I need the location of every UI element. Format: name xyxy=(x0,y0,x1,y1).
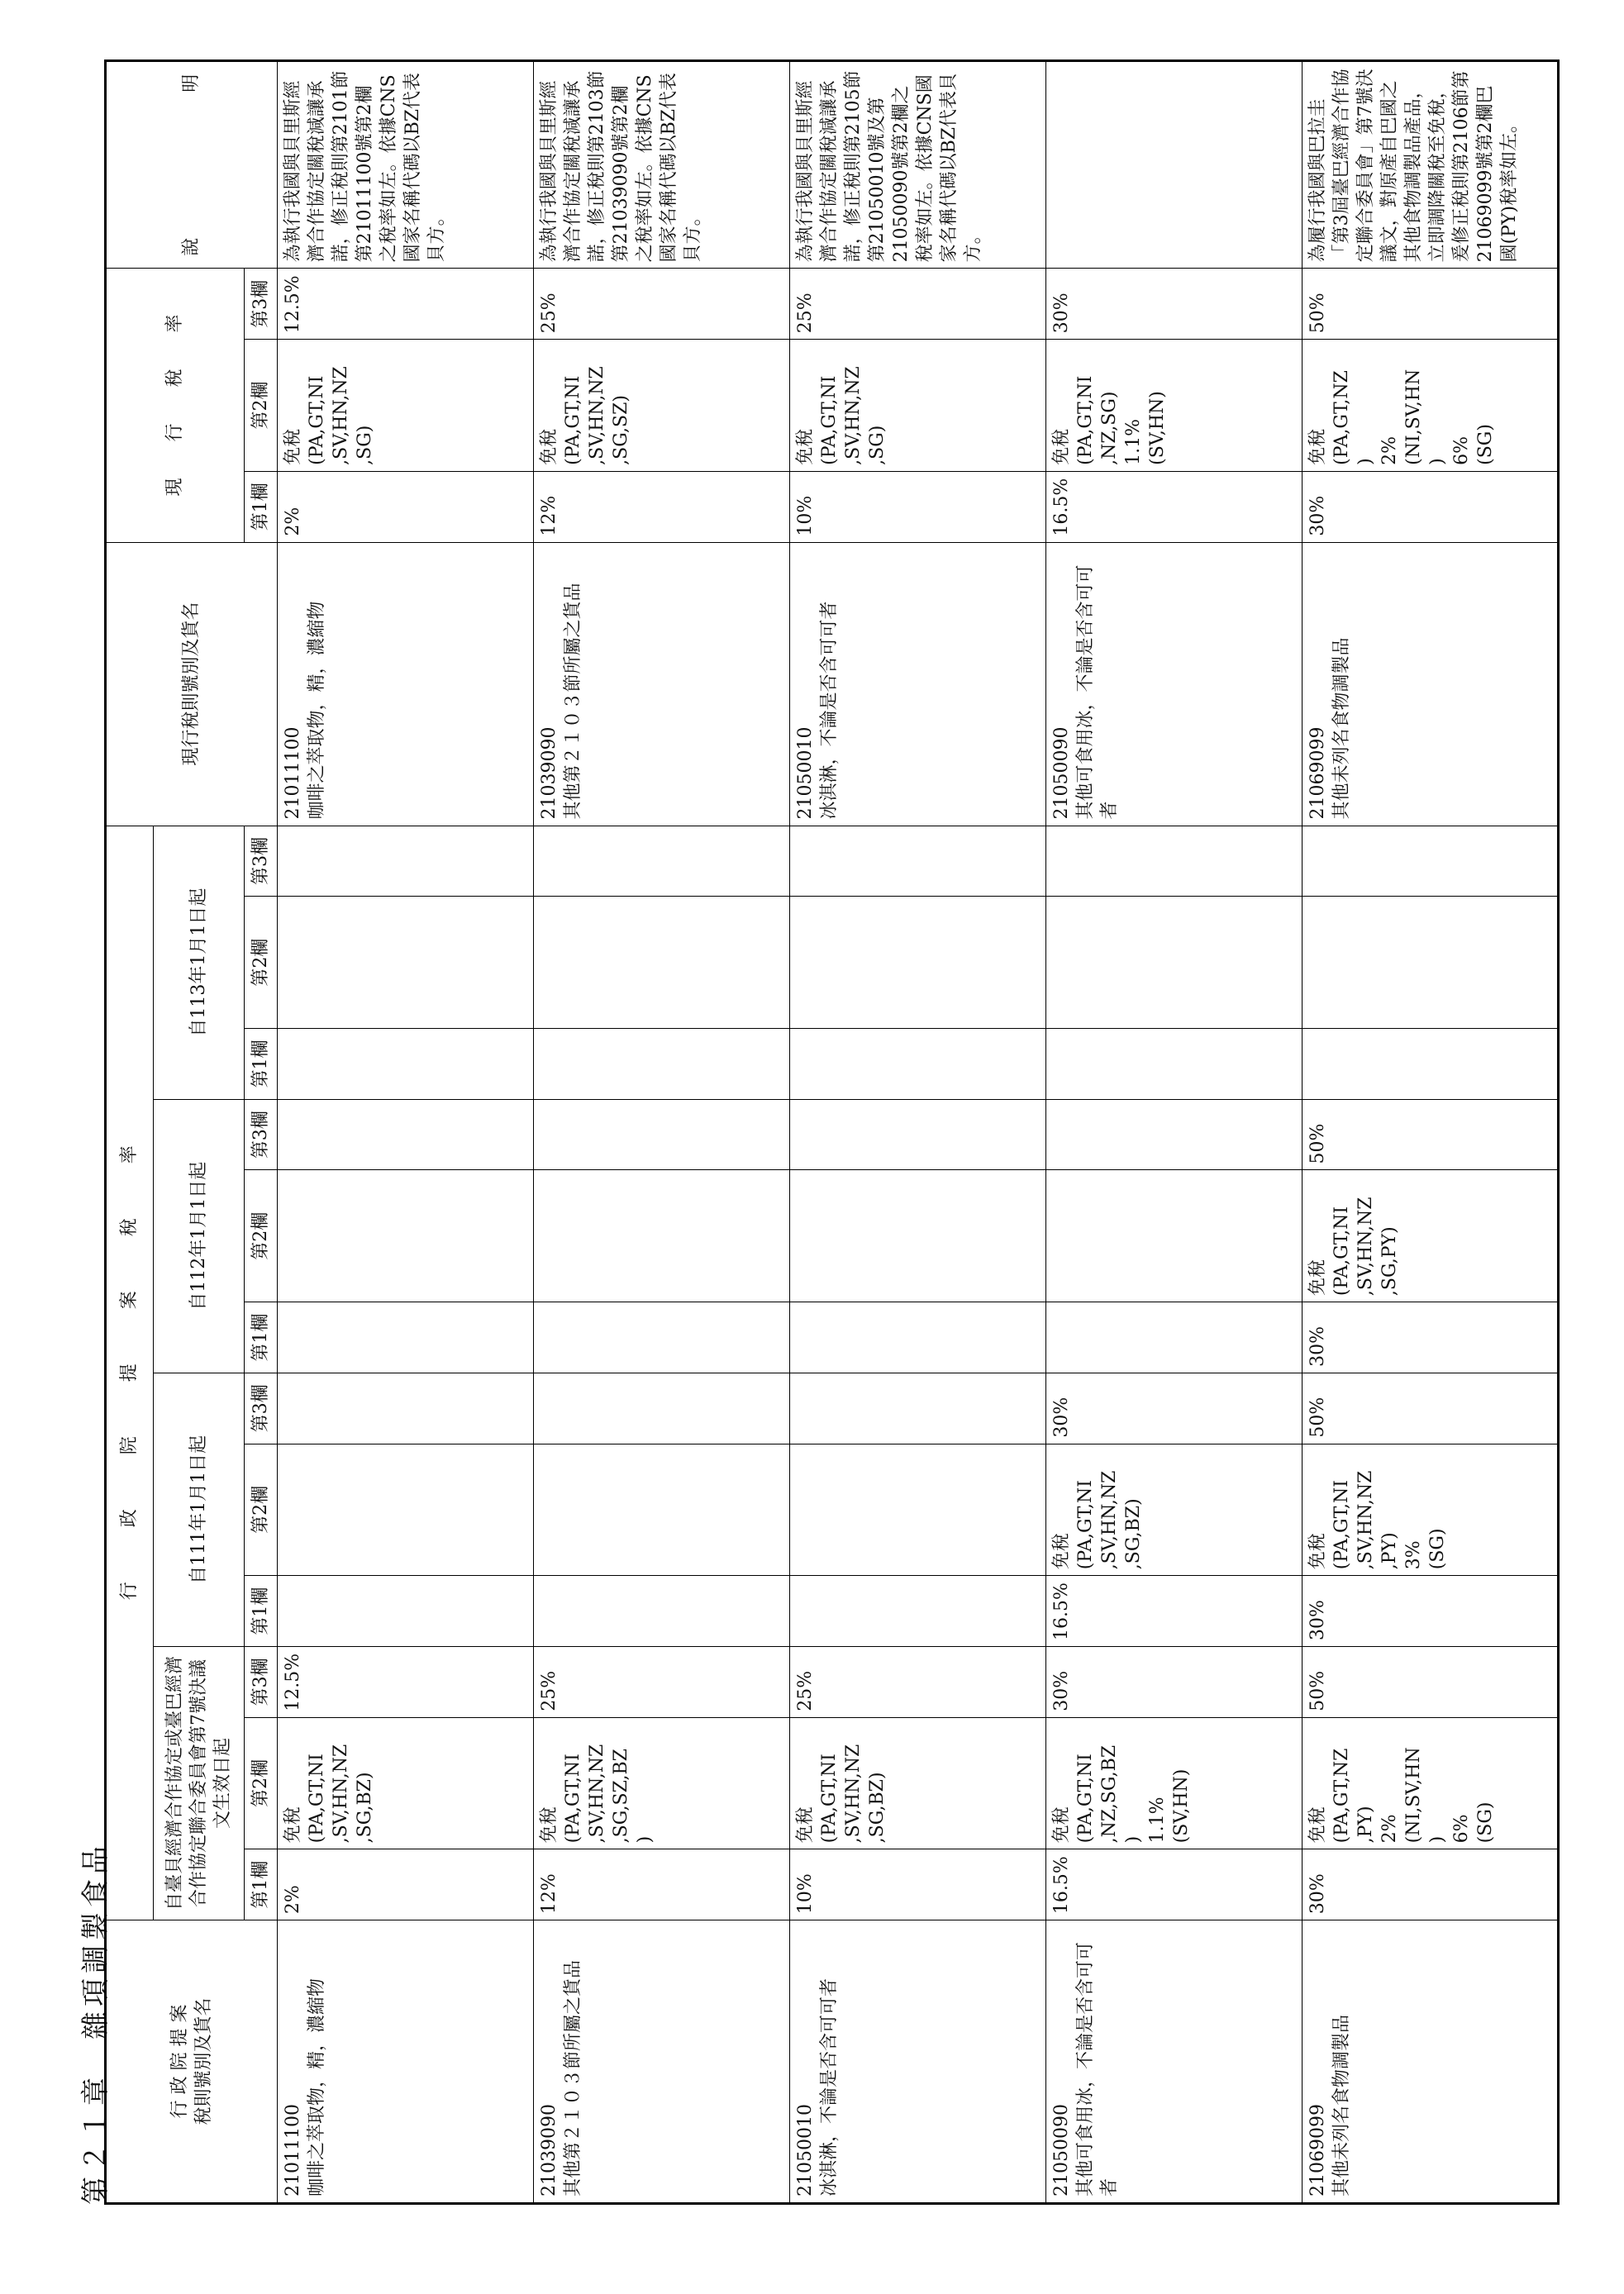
current-name: 其他可食用冰，不論是否含可可者 xyxy=(1075,564,1121,820)
proposal-code: 21069099 xyxy=(1307,2104,1328,2196)
col-header-2: 第2欄 xyxy=(245,340,278,472)
y112-col2 xyxy=(534,1170,790,1302)
col-header-2: 第2欄 xyxy=(245,1444,278,1576)
tariff-table xyxy=(104,59,1560,2205)
header-current-code: 現行稅則號別及貨名 xyxy=(106,542,278,826)
proposal-name: 咖啡之萃取物，精，濃縮物 xyxy=(307,1978,328,2196)
y111-col3: 30% xyxy=(1046,1373,1303,1444)
y113-col2 xyxy=(534,897,790,1029)
explanation-note: 為執行我國與貝里斯經濟合作協定關稅減讓承諾，修正稅則第2103節第21039090號第2欄之稅率如左。依據CNS國家名稱代碼以BZ代表貝方。 xyxy=(534,61,790,269)
agr-col3: 30% xyxy=(1046,1646,1303,1717)
y113-col2 xyxy=(278,897,534,1029)
current-col2: 免稅 (PA,GT,NI ,SV,HN,NZ ,SG,SZ) xyxy=(534,340,790,472)
y112-col1 xyxy=(278,1302,534,1373)
y111-col2 xyxy=(534,1444,790,1576)
current-code: 21050010 xyxy=(795,726,816,820)
agr-col3: 50% xyxy=(1303,1646,1559,1717)
y112-col1 xyxy=(534,1302,790,1373)
table-row xyxy=(278,61,534,2204)
agr-col3: 25% xyxy=(790,1646,1046,1717)
header-explanation: 說 明 xyxy=(106,61,278,269)
col-header-3: 第3欄 xyxy=(245,1646,278,1717)
y111-col2: 免稅 (PA,GT,NI ,SV,HN,NZ ,PY) 3% (SG) xyxy=(1303,1444,1559,1576)
table-row xyxy=(790,61,1046,2204)
y112-col3 xyxy=(1046,1099,1303,1170)
header-period-112: 自112年1月1日起 xyxy=(154,1099,245,1373)
agr-col1: 12% xyxy=(534,1849,790,1920)
proposal-code: 21011100 xyxy=(283,2104,303,2196)
proposal-code-cell xyxy=(1046,1920,1303,2204)
current-code-cell xyxy=(790,542,1046,826)
y112-col3: 50% xyxy=(1303,1099,1559,1170)
header-period-111: 自111年1月1日起 xyxy=(154,1373,245,1646)
explanation-note xyxy=(1046,61,1303,269)
col-header-1: 第1欄 xyxy=(245,1302,278,1373)
table-row xyxy=(1046,61,1303,2204)
explanation-note: 為履行我國與巴拉圭「第3屆臺巴經濟合作協定聯合委員會」第7號決議文，對原產自巴國之其他食物調製品產品，立即調降關稅至免稅，爰修正稅則第2106節第21069099號第2欄巴國(PY)稅率如左。 xyxy=(1303,61,1559,269)
y113-col3 xyxy=(278,826,534,897)
proposal-code: 21039090 xyxy=(539,2104,560,2196)
y111-col1: 30% xyxy=(1303,1576,1559,1647)
y113-col1 xyxy=(1303,1029,1559,1100)
proposal-code: 21050010 xyxy=(795,2104,816,2196)
header-proposal-rates: 行 政 院 提 案 稅 率 xyxy=(106,826,154,1920)
current-col1: 10% xyxy=(790,471,1046,542)
y111-col1 xyxy=(534,1576,790,1647)
agr-col3: 25% xyxy=(534,1646,790,1717)
y111-col1: 16.5% xyxy=(1046,1576,1303,1647)
y113-col1 xyxy=(1046,1029,1303,1100)
y112-col2: 免稅 (PA,GT,NI ,SV,HN,NZ ,SG,PY) xyxy=(1303,1170,1559,1302)
y113-col2 xyxy=(1303,897,1559,1029)
y113-col3 xyxy=(790,826,1046,897)
y111-col3: 50% xyxy=(1303,1373,1559,1444)
current-col3: 30% xyxy=(1046,269,1303,340)
y111-col1 xyxy=(278,1576,534,1647)
proposal-code-cell xyxy=(1303,1920,1559,2204)
current-col1: 16.5% xyxy=(1046,471,1303,542)
y113-col3 xyxy=(1303,826,1559,897)
agr-col2: 免稅 (PA,GT,NZ ,PY) 2% (NI,SV,HN ) 6% (SG) xyxy=(1303,1717,1559,1849)
y112-col2 xyxy=(1046,1170,1303,1302)
explanation-note: 為執行我國與貝里斯經濟合作協定關稅減讓承諾，修正稅則第2105節第21050010號及第21050090號第2欄之稅率如左。依據CNS國家名稱代碼以BZ代表貝方。 xyxy=(790,61,1046,269)
proposal-code-cell xyxy=(534,1920,790,2204)
y111-col3 xyxy=(790,1373,1046,1444)
current-col2: 免稅 (PA,GT,NI ,SV,HN,NZ ,SG) xyxy=(790,340,1046,472)
y112-col3 xyxy=(790,1099,1046,1170)
current-code: 21011100 xyxy=(283,726,303,820)
col-header-3: 第3欄 xyxy=(245,1373,278,1444)
current-col3: 50% xyxy=(1303,269,1559,340)
current-name: 其他未列名食物調製品 xyxy=(1331,637,1353,820)
y113-col3 xyxy=(1046,826,1303,897)
col-header-1: 第1欄 xyxy=(245,1576,278,1647)
proposal-code: 21050090 xyxy=(1051,2104,1072,2196)
col-header-1: 第1欄 xyxy=(245,1849,278,1920)
current-code: 21039090 xyxy=(539,726,560,820)
col-header-2: 第2欄 xyxy=(245,1717,278,1849)
y111-col3 xyxy=(278,1373,534,1444)
header-agreement-period: 自臺貝經濟合作協定或臺巴經濟合作協定聯合委員會第7號決議文生效日起 xyxy=(154,1646,245,1920)
col-header-1: 第1欄 xyxy=(245,471,278,542)
col-header-3: 第3欄 xyxy=(245,269,278,340)
current-col2: 免稅 (PA,GT,NI ,SV,HN,NZ ,SG) xyxy=(278,340,534,472)
y113-col1 xyxy=(790,1029,1046,1100)
y112-col3 xyxy=(278,1099,534,1170)
header-period-113: 自113年1月1日起 xyxy=(154,826,245,1099)
current-col1: 2% xyxy=(278,471,534,542)
y112-col2 xyxy=(278,1170,534,1302)
current-col1: 30% xyxy=(1303,471,1559,542)
col-header-3: 第3欄 xyxy=(245,1099,278,1170)
agr-col2: 免稅 (PA,GT,NI ,SV,HN,NZ ,SG,BZ) xyxy=(278,1717,534,1849)
proposal-name: 其他可食用冰，不論是否含可可者 xyxy=(1075,1941,1121,2196)
proposal-name: 其他未列名食物調製品 xyxy=(1331,2014,1353,2196)
agr-col3: 12.5% xyxy=(278,1646,534,1717)
table-row xyxy=(1303,61,1559,2204)
col-header-2: 第2欄 xyxy=(245,1170,278,1302)
current-col2: 免稅 (PA,GT,NZ ) 2% (NI,SV,HN ) 6% (SG) xyxy=(1303,340,1559,472)
proposal-name: 其他第２１０３節所屬之貨品 xyxy=(563,1959,584,2196)
current-code: 21050090 xyxy=(1051,726,1072,820)
current-col3: 25% xyxy=(534,269,790,340)
current-col3: 25% xyxy=(790,269,1046,340)
current-col2: 免稅 (PA,GT,NI ,NZ,SG) 1.1% (SV,HN) xyxy=(1046,340,1303,472)
current-name: 其他第２１０３節所屬之貨品 xyxy=(563,583,584,820)
current-name: 咖啡之萃取物，精，濃縮物 xyxy=(307,601,328,820)
table-row xyxy=(534,61,790,2204)
y113-col2 xyxy=(1046,897,1303,1029)
current-col3: 12.5% xyxy=(278,269,534,340)
col-header-2: 第2欄 xyxy=(245,897,278,1029)
current-code-cell xyxy=(1046,542,1303,826)
agr-col2: 免稅 (PA,GT,NI ,NZ,SG,BZ ) 1.1% (SV,HN) xyxy=(1046,1717,1303,1849)
agr-col2: 免稅 (PA,GT,NI ,SV,HN,NZ ,SG,SZ,BZ ) xyxy=(534,1717,790,1849)
agr-col1: 16.5% xyxy=(1046,1849,1303,1920)
header-proposal-code: 行 政 院 提 案 稅則號別及貨名 xyxy=(106,1920,278,2204)
explanation-note: 為執行我國與貝里斯經濟合作協定關稅減讓承諾，修正稅則第2101節第21011100號第2欄之稅率如左。依據CNS國家名稱代碼以BZ代表貝方。 xyxy=(278,61,534,269)
y111-col3 xyxy=(534,1373,790,1444)
proposal-code-cell xyxy=(790,1920,1046,2204)
y112-col1: 30% xyxy=(1303,1302,1559,1373)
y111-col2: 免稅 (PA,GT,NI ,SV,HN,NZ ,SG,BZ) xyxy=(1046,1444,1303,1576)
y113-col1 xyxy=(278,1029,534,1100)
current-name: 冰淇淋，不論是否含可可者 xyxy=(819,601,841,820)
current-code-cell xyxy=(278,542,534,826)
agr-col2: 免稅 (PA,GT,NI ,SV,HN,NZ ,SG,BZ) xyxy=(790,1717,1046,1849)
y111-col2 xyxy=(278,1444,534,1576)
y112-col3 xyxy=(534,1099,790,1170)
y111-col2 xyxy=(790,1444,1046,1576)
y113-col2 xyxy=(790,897,1046,1029)
y112-col2 xyxy=(790,1170,1046,1302)
current-code-cell xyxy=(1303,542,1559,826)
y112-col1 xyxy=(790,1302,1046,1373)
header-current-rates: 現 行 稅 率 xyxy=(106,269,245,542)
proposal-name: 冰淇淋，不論是否含可可者 xyxy=(819,1978,841,2196)
y111-col1 xyxy=(790,1576,1046,1647)
current-code: 21069099 xyxy=(1307,726,1328,820)
y113-col1 xyxy=(534,1029,790,1100)
current-code-cell xyxy=(534,542,790,826)
agr-col1: 30% xyxy=(1303,1849,1559,1920)
current-col1: 12% xyxy=(534,471,790,542)
proposal-code-cell xyxy=(278,1920,534,2204)
agr-col1: 10% xyxy=(790,1849,1046,1920)
col-header-3: 第3欄 xyxy=(245,826,278,897)
agr-col1: 2% xyxy=(278,1849,534,1920)
y112-col1 xyxy=(1046,1302,1303,1373)
y113-col3 xyxy=(534,826,790,897)
chapter-title: 第２１章 雜項調製食品 xyxy=(79,1841,112,2205)
col-header-1: 第1欄 xyxy=(245,1029,278,1100)
